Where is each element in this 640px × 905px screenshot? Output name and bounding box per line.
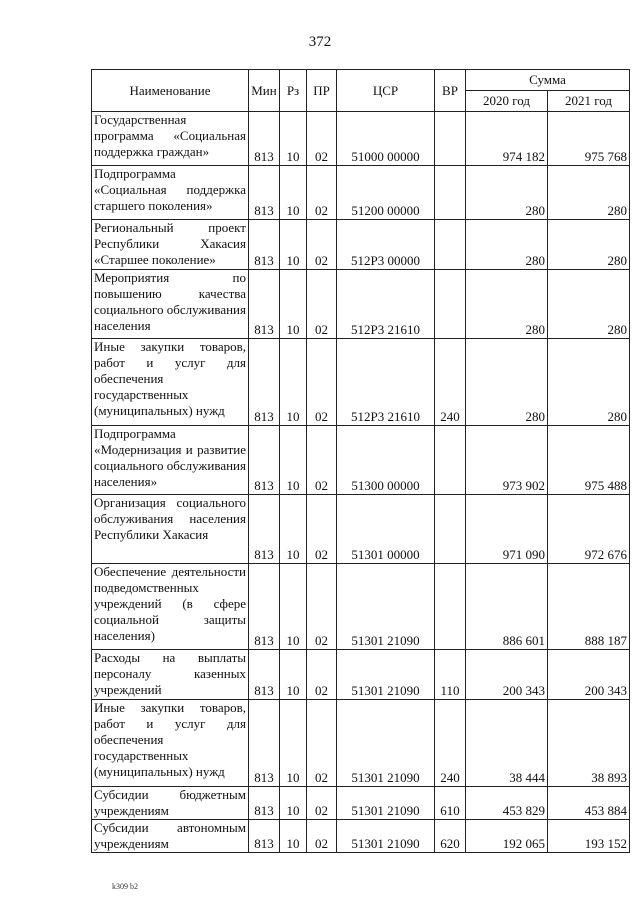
- row-amount-2021: 975 768: [548, 112, 630, 166]
- row-min: 813: [249, 270, 280, 339]
- row-csr: 51301 21090: [337, 650, 435, 700]
- row-amount-2020: 38 444: [466, 700, 548, 787]
- row-pr: 02: [307, 820, 337, 853]
- header-min: Мин: [249, 70, 280, 112]
- row-name: Подпрограмма «Социальная поддержка старшего поколения»: [92, 166, 249, 220]
- row-pr: 02: [307, 270, 337, 339]
- row-name: Региональный проект Республики Хакасия «Старшее поколение»: [92, 220, 249, 270]
- footer-code: k309 b2: [112, 882, 138, 891]
- row-amount-2021: 193 152: [548, 820, 630, 853]
- row-pr: 02: [307, 166, 337, 220]
- table-row: [92, 339, 630, 426]
- row-vr: [435, 495, 466, 564]
- row-amount-2020: 280: [466, 339, 548, 426]
- row-pr: 02: [307, 650, 337, 700]
- table-row: [92, 426, 630, 495]
- row-rz: 10: [280, 166, 307, 220]
- header-vr: ВР: [435, 70, 466, 112]
- header-year-2021: 2021 год: [548, 91, 630, 112]
- row-vr: [435, 426, 466, 495]
- row-csr: 51300 00000: [337, 426, 435, 495]
- row-csr: 51301 21090: [337, 700, 435, 787]
- row-vr: 110: [435, 650, 466, 700]
- table-row: [92, 270, 630, 339]
- row-amount-2020: 280: [466, 220, 548, 270]
- row-vr: [435, 112, 466, 166]
- row-name: Организация социального обслуживания населения Республики Хакасия: [92, 495, 249, 564]
- row-amount-2020: 200 343: [466, 650, 548, 700]
- row-vr: [435, 166, 466, 220]
- row-csr: 512P3 00000: [337, 220, 435, 270]
- row-amount-2021: 38 893: [548, 700, 630, 787]
- row-pr: 02: [307, 426, 337, 495]
- row-vr: [435, 270, 466, 339]
- row-pr: 02: [307, 787, 337, 820]
- row-name: Субсидии бюджетным учреждениям: [92, 787, 249, 820]
- table-row: [92, 820, 630, 853]
- row-csr: 51301 21090: [337, 820, 435, 853]
- row-amount-2020: 280: [466, 270, 548, 339]
- row-min: 813: [249, 650, 280, 700]
- table-row: [92, 166, 630, 220]
- row-rz: 10: [280, 650, 307, 700]
- table-row: [92, 220, 630, 270]
- header-pr: ПР: [307, 70, 337, 112]
- row-rz: 10: [280, 564, 307, 650]
- row-min: 813: [249, 426, 280, 495]
- row-name: Обеспечение деятельности подведомственных учреждений (в сфере социальной защиты населения): [92, 564, 249, 650]
- row-name: Иные закупки товаров, работ и услуг для обеспечения государственных (муниципальных) нужд: [92, 700, 249, 787]
- row-min: 813: [249, 564, 280, 650]
- row-amount-2021: 280: [548, 270, 630, 339]
- table-row: [92, 787, 630, 820]
- row-rz: 10: [280, 820, 307, 853]
- row-amount-2020: 973 902: [466, 426, 548, 495]
- row-amount-2021: 200 343: [548, 650, 630, 700]
- row-min: 813: [249, 166, 280, 220]
- row-rz: 10: [280, 112, 307, 166]
- row-name: Мероприятия по повышению качества социального обслуживания населения: [92, 270, 249, 339]
- row-name: Государственная программа «Социальная поддержка граждан»: [92, 112, 249, 166]
- table-row: [92, 112, 630, 166]
- table-row: [92, 700, 630, 787]
- row-amount-2020: 974 182: [466, 112, 548, 166]
- row-pr: 02: [307, 339, 337, 426]
- row-csr: 51000 00000: [337, 112, 435, 166]
- row-rz: 10: [280, 270, 307, 339]
- row-amount-2020: 192 065: [466, 820, 548, 853]
- header-csr: ЦСР: [337, 70, 435, 112]
- row-rz: 10: [280, 220, 307, 270]
- row-amount-2020: 453 829: [466, 787, 548, 820]
- row-amount-2020: 886 601: [466, 564, 548, 650]
- table-body: [92, 112, 630, 853]
- row-pr: 02: [307, 700, 337, 787]
- row-rz: 10: [280, 495, 307, 564]
- row-min: 813: [249, 339, 280, 426]
- row-name: Субсидии автономным учреждениям: [92, 820, 249, 853]
- row-vr: 240: [435, 700, 466, 787]
- row-csr: 51301 00000: [337, 495, 435, 564]
- row-min: 813: [249, 220, 280, 270]
- row-min: 813: [249, 700, 280, 787]
- row-vr: [435, 220, 466, 270]
- row-vr: 610: [435, 787, 466, 820]
- row-name: Иные закупки товаров, работ и услуг для обеспечения государственных (муниципальных) нужд: [92, 339, 249, 426]
- row-rz: 10: [280, 700, 307, 787]
- row-min: 813: [249, 787, 280, 820]
- header-sum: Сумма: [466, 70, 630, 91]
- row-amount-2021: 453 884: [548, 787, 630, 820]
- row-vr: 240: [435, 339, 466, 426]
- page-number: 372: [308, 34, 332, 50]
- row-pr: 02: [307, 220, 337, 270]
- row-amount-2021: 280: [548, 339, 630, 426]
- table-row: [92, 650, 630, 700]
- header-year-2020: 2020 год: [466, 91, 548, 112]
- row-rz: 10: [280, 339, 307, 426]
- row-min: 813: [249, 112, 280, 166]
- row-amount-2020: 971 090: [466, 495, 548, 564]
- row-csr: 51301 21090: [337, 564, 435, 650]
- budget-table: [91, 69, 630, 853]
- row-pr: 02: [307, 564, 337, 650]
- table-row: [92, 495, 630, 564]
- row-amount-2021: 888 187: [548, 564, 630, 650]
- row-amount-2021: 280: [548, 220, 630, 270]
- row-csr: 512P3 21610: [337, 339, 435, 426]
- row-csr: 51200 00000: [337, 166, 435, 220]
- row-pr: 02: [307, 495, 337, 564]
- row-csr: 512P3 21610: [337, 270, 435, 339]
- row-csr: 51301 21090: [337, 787, 435, 820]
- table-row: [92, 564, 630, 650]
- header-name: Наименование: [92, 70, 249, 112]
- row-amount-2021: 280: [548, 166, 630, 220]
- row-vr: [435, 564, 466, 650]
- row-name: Расходы на выплаты персоналу казенных учреждений: [92, 650, 249, 700]
- row-vr: 620: [435, 820, 466, 853]
- row-amount-2021: 975 488: [548, 426, 630, 495]
- row-min: 813: [249, 820, 280, 853]
- row-amount-2021: 972 676: [548, 495, 630, 564]
- row-rz: 10: [280, 426, 307, 495]
- header-rz: Рз: [280, 70, 307, 112]
- row-name: Подпрограмма «Модернизация и развитие социального обслуживания населения»: [92, 426, 249, 495]
- row-rz: 10: [280, 787, 307, 820]
- row-pr: 02: [307, 112, 337, 166]
- row-amount-2020: 280: [466, 166, 548, 220]
- row-min: 813: [249, 495, 280, 564]
